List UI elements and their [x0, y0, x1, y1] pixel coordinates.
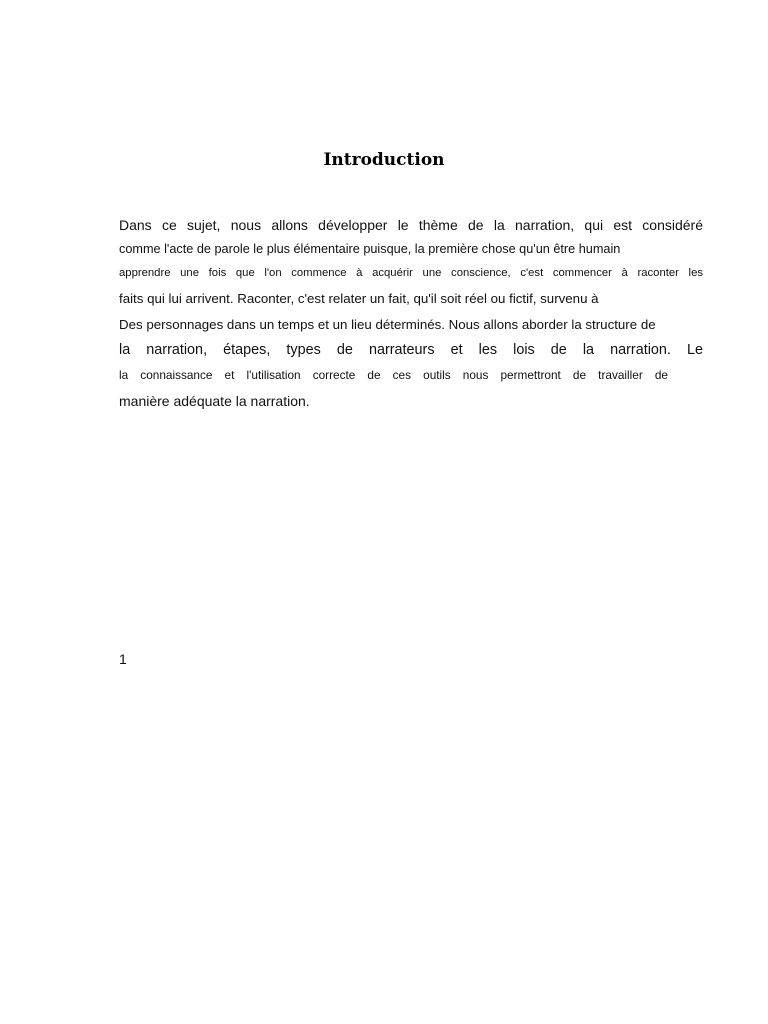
- paragraph-line-3: apprendre une fois que l'on commence à acquérir une conscience, c'est commencer à raconter les: [119, 267, 703, 279]
- document-title: Introduction: [323, 150, 445, 170]
- paragraph-line-6: la narration, étapes, types de narrateurs et les lois de la narration. Le: [119, 342, 703, 358]
- paragraph-line-4: faits qui lui arrivent. Raconter, c'est relater un fait, qu'il soit réel ou fictif, survenu à: [119, 291, 599, 306]
- page-number: 1: [119, 651, 127, 667]
- paragraph-line-1: Dans ce sujet, nous allons développer le thème de la narration, qui est considéré: [119, 217, 703, 233]
- paragraph-line-7: la connaissance et l'utilisation correcte de ces outils nous permettront de travailler de: [119, 368, 668, 382]
- paragraph-line-2: comme l'acte de parole le plus élémentaire puisque, la première chose qu'un être humain: [119, 242, 621, 256]
- paragraph-line-8: manière adéquate la narration.: [119, 393, 310, 409]
- paragraph-line-5: Des personnages dans un temps et un lieu déterminés. Nous allons aborder la structure de: [119, 317, 656, 332]
